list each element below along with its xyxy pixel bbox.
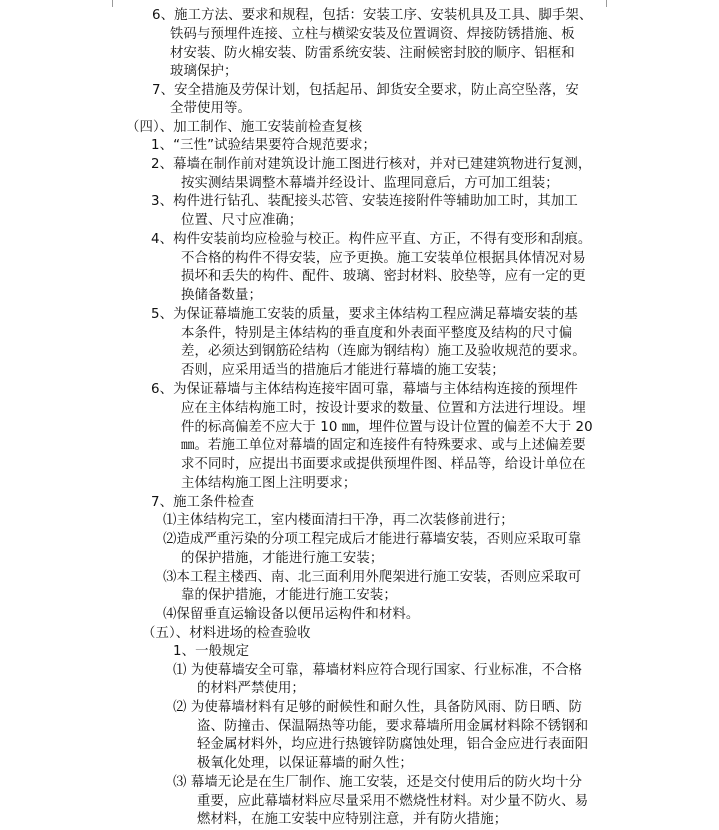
text-line: 应在主体结构施工时，按设计要求的数量、位置和方法进行埋设。埋 <box>181 401 586 416</box>
text-line: 燃材料，在施工安装中应特别注意，并有防火措施； <box>197 812 508 827</box>
crop-mark-top-left <box>112 0 113 7</box>
text-line: 6、为保证幕墙与主体结构连接牢固可靠，幕墙与主体结构连接的预埋件 <box>151 382 578 397</box>
text-line: 件的标高偏差不应大于 10 ㎜，埋件位置与设计位置的偏差不大于 20 <box>181 420 593 435</box>
text-line: 玻璃保护； <box>170 64 238 79</box>
text-line: 差，必须达到钢筋砼结构（连廊为钢结构）施工及验收规范的要求。 <box>181 344 586 359</box>
text-line: 盗、防撞击、保温隔热等功能，要求幕墙所用金属材料除不锈钢和 <box>197 719 589 734</box>
text-line: ⑷保留垂直运输设备以便吊运构件和材料。 <box>163 607 420 622</box>
text-line: 5、为保证幕墙施工安装的质量，要求主体结构工程应满足幕墙安装的基 <box>151 307 578 322</box>
text-line: ⑴主体结构完工，室内楼面清扫干净，再二次装修前进行； <box>163 513 514 528</box>
text-line: 极氧化处理，以保证幕墙的耐久性； <box>197 756 413 771</box>
text-line: 全带使用等。 <box>170 101 251 116</box>
section-heading: （五）、材料进场的检查验收 <box>142 626 311 641</box>
text-line: 按实测结果调整木幕墙并经设计、监理同意后，方可加工组装； <box>181 176 559 191</box>
text-line: 1、一般规定 <box>173 644 250 659</box>
text-line: 3、构件进行钻孔、装配接头芯管、安装连接附件等辅助加工时，其加工 <box>151 194 578 209</box>
text-line: 否则，应采用适当的措施后才能进行幕墙的施工安装； <box>181 363 505 378</box>
text-line: 主体结构施工图上注明要求； <box>181 476 357 491</box>
text-line: 2、幕墙在制作前对建筑设计施工图进行核对，并对已建建筑物进行复测， <box>151 157 592 172</box>
text-line: 的材料严禁使用； <box>197 681 305 696</box>
text-line: 铁码与预埋件连接、立柱与横梁安装及位置调资、焊接防锈措施、板 <box>170 27 575 42</box>
text-line: 4、构件安装前均应检验与校正。构件应平直、方正，不得有变形和刮痕。 <box>151 232 592 247</box>
crop-mark-top-right <box>606 0 607 7</box>
text-line: 换储备数量； <box>181 288 262 303</box>
text-line: 6、施工方法、要求和规程，包括：安装工序、安装机具及工具、脚手架、 <box>152 8 593 23</box>
text-line: 本条件，特别是主体结构的垂直度和外表面平整度及结构的尺寸偏 <box>181 326 573 341</box>
text-line: 7、施工条件检查 <box>151 495 255 510</box>
text-line: ㎜。若施工单位对幕墙的固定和连接件有特殊要求、或与上述偏差要 <box>181 438 586 453</box>
text-line: 的保护措施，才能进行施工安装； <box>181 551 384 566</box>
section-heading: （四）、加工制作、施工安装前检查复核 <box>126 120 363 135</box>
text-line: 材安装、防火棉安装、防雷系统安装、注耐候密封胶的顺序、铝框和 <box>170 46 575 61</box>
text-line: 求不同时，应提出书面要求或提供预埋件图、样品等，给设计单位在 <box>181 457 586 472</box>
text-line: 靠的保护措施，才能进行施工安装； <box>181 588 397 603</box>
text-line: 1、“三性”试验结果要符合规范要求； <box>151 138 377 153</box>
text-line: 轻金属材料外，均应进行热镀锌防腐蚀处理，铝合金应进行表面阳 <box>197 737 589 752</box>
text-line: 不合格的构件不得安装，应予更换。施工安装单位根据具体情况对易 <box>181 251 586 266</box>
text-line: 损坏和丢失的构件、配件、玻璃、密封材料、胶垫等，应有一定的更 <box>181 269 586 284</box>
text-line: 位置、尺寸应准确； <box>181 213 303 228</box>
text-line: ⑵造成严重污染的分项工程完成后才能进行幕墙安装，否则应采取可靠 <box>163 532 582 547</box>
text-line: ⑵ 为使幕墙材料有足够的耐候性和耐久性，具备防风雨、防日晒、防 <box>173 700 583 715</box>
text-line: ⑴ 为使幕墙安全可靠，幕墙材料应符合现行国家、行业标准，不合格 <box>173 663 583 678</box>
text-line: 7、安全措施及劳保计划，包括起吊、卸货安全要求，防止高空坠落，安 <box>152 83 579 98</box>
text-line: ⑶ 幕墙无论是在生厂制作、施工安装，还是交付使用后的防火均十分 <box>173 775 583 790</box>
text-line: 重要，应此幕墙材料应尽量采用不燃烧性材料。对少量不防火、易 <box>197 794 589 809</box>
text-line: ⑶本工程主楼西、南、北三面利用外爬架进行施工安装，否则应采取可 <box>163 570 582 585</box>
